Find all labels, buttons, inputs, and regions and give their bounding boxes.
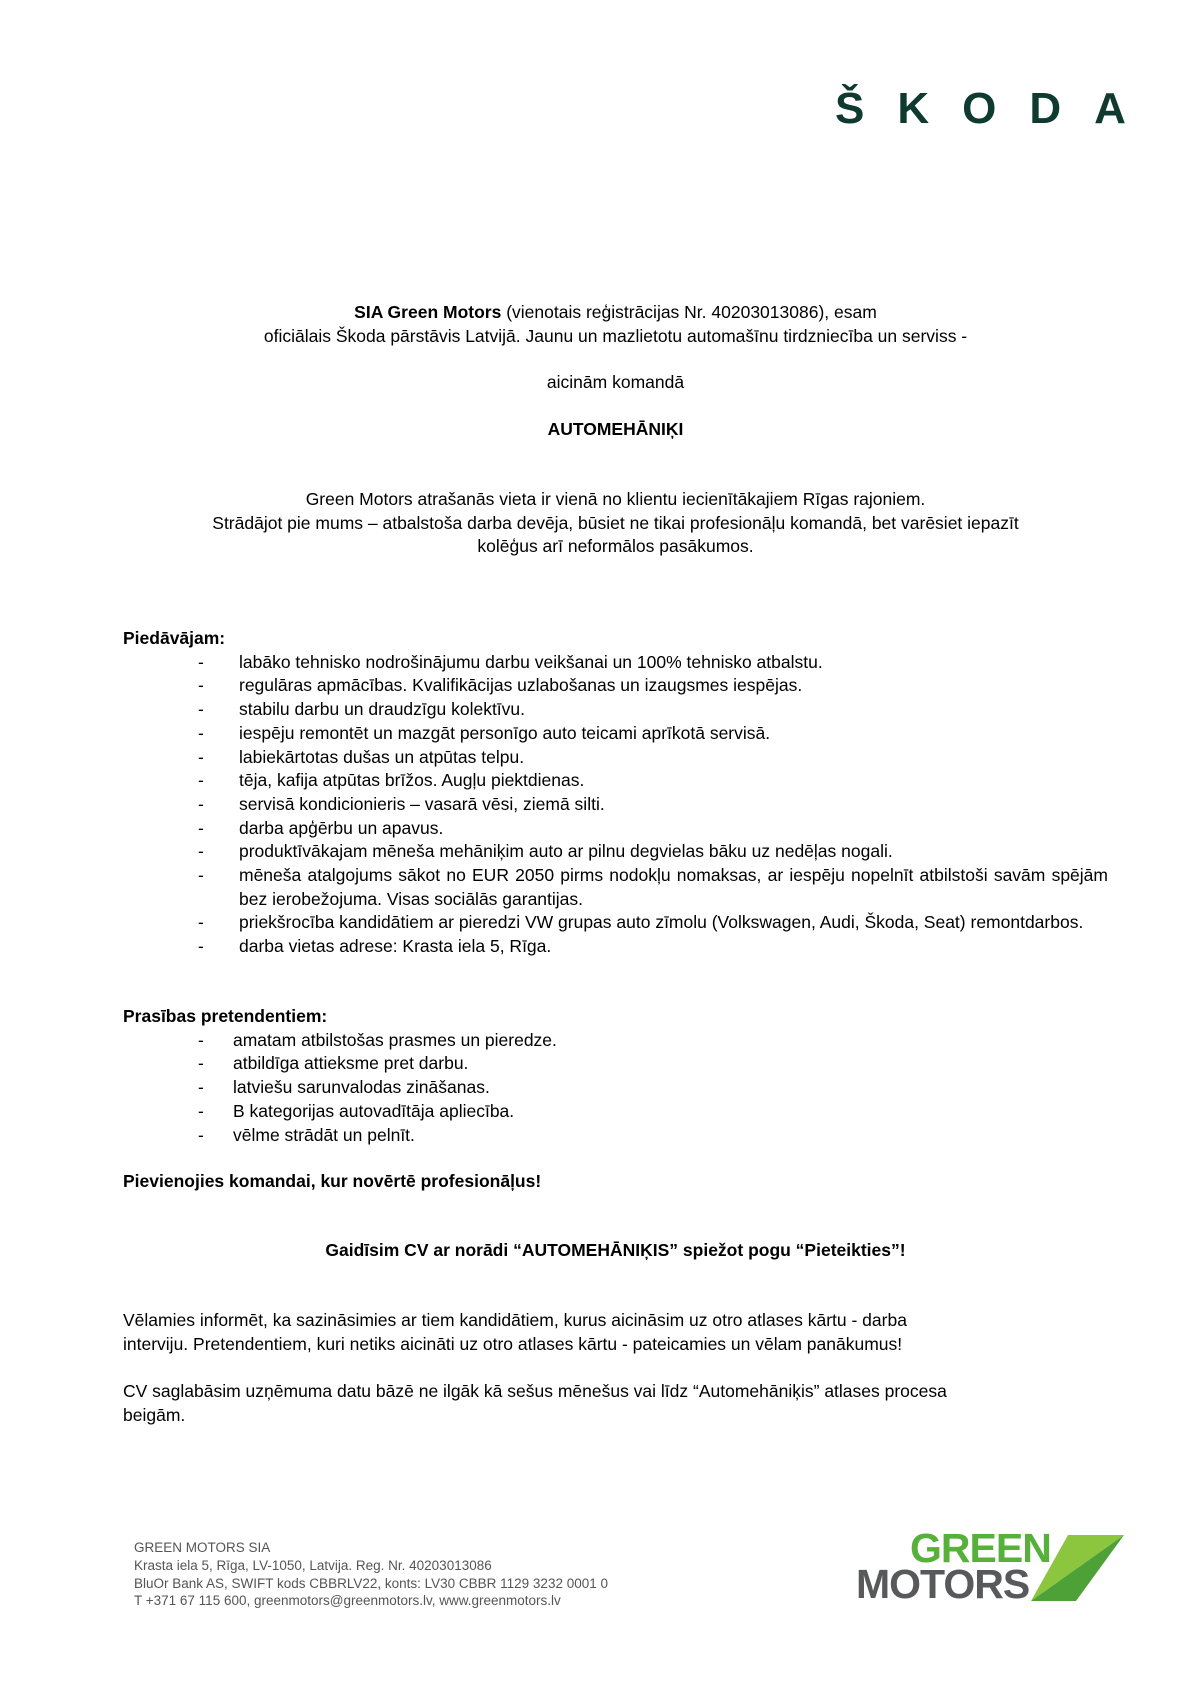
list-item-text: iespēju remontēt un mazgāt personīgo auto teicami aprīkotā servisā. [239, 722, 771, 743]
list-item-text: produktīvākajam mēneša mehāniķim auto ar pilnu degvielas bāku uz nedēļas nogali. [239, 841, 893, 862]
company-name: SIA Green Motors [354, 302, 502, 322]
footer-contacts: T +371 67 115 600, greenmotors@greenmotors.lv, www.greenmotors.lv [134, 1593, 561, 1609]
list-item [123, 1100, 1108, 1124]
list-bullet: - [198, 699, 204, 720]
position-title-text: AUTOMEHĀNIĶI [547, 419, 684, 439]
offer-heading: Piedāvājam: [123, 628, 226, 648]
list-bullet: - [198, 722, 204, 743]
join-line: Pievienojies komandai, kur novērtē profesionāļus! [123, 1171, 542, 1191]
intro [123, 301, 1108, 348]
list-item [123, 911, 1108, 935]
footer-company: GREEN MOTORS SIA [134, 1540, 271, 1555]
list-bullet: - [198, 1029, 204, 1050]
notice-paragraph-1 [123, 1309, 1108, 1356]
list-item [123, 698, 1108, 722]
green-motors-logo-mark-icon [1028, 1530, 1128, 1605]
footer-bank: BluOr Bank AS, SWIFT kods CBBRLV22, konts: LV30 CBBR 1129 3232 0001 0 [134, 1575, 609, 1591]
list-item [123, 746, 1108, 770]
list-item-text: amatam atbilstošas prasmes un pieredze. [233, 1029, 557, 1050]
list-item-text: labāko tehnisko nodrošinājumu darbu veikšanai un 100% tehnisko atbalstu. [239, 651, 823, 672]
list-bullet: - [198, 1124, 204, 1145]
list-item-text: mēneša atalgojums sākot no EUR 2050 pirms nodokļu nomaksas, ar iespēju nopelnīt atbilstoši savām spējām bez ierobežojuma. Visas sociālās garantijas. [239, 865, 1108, 909]
notice-line: CV saglabāsim uzņēmuma datu bāzē ne ilgāk kā sešus mēnešus vai līdz “Automehāniķis” atlases procesa [123, 1381, 947, 1401]
list-bullet: - [198, 1100, 204, 1121]
list-item-text: stabilu darbu un draudzīgu kolektīvu. [239, 699, 526, 720]
list-item-text: B kategorijas autovadītāja apliecība. [233, 1100, 515, 1121]
list-item [123, 935, 1108, 959]
footer-contact-block [134, 1539, 608, 1610]
apply-line: Gaidīsim CV ar norādi “AUTOMEHĀNIĶIS” spiežot pogu “Pieteikties”! [325, 1240, 906, 1260]
list-item-text: servisā kondicionieris – vasarā vēsi, ziemā silti. [239, 793, 605, 814]
list-item [123, 722, 1108, 746]
green-motors-logo-word-green: GREEN [910, 1525, 1051, 1571]
list-bullet: - [198, 1053, 204, 1074]
skoda-logo: ŠKODA [835, 84, 1159, 133]
footer-address: Krasta iela 5, Rīga, LV-1050, Latvija. Reg. Nr. 40203013086 [134, 1557, 492, 1573]
list-item [123, 1052, 1108, 1076]
list-item [123, 769, 1108, 793]
list-item [123, 793, 1108, 817]
list-item [123, 1029, 1108, 1053]
list-bullet: - [198, 770, 204, 791]
list-item-text: tēja, kafija atpūtas brīžos. Augļu piektdienas. [239, 770, 585, 791]
invite-text [123, 371, 1108, 395]
intro-line-1-rest: (vienotais reģistrācijas Nr. 40203013086), esam [501, 302, 877, 322]
apply-instruction [123, 1239, 1108, 1263]
list-bullet: - [198, 865, 204, 886]
list-item-text: priekšrocība kandidātiem ar pieredzi VW grupas auto zīmolu (Volkswagen, Audi, Škoda, Seat) remontdarbos. [239, 912, 1084, 933]
list-item-text: darba vietas adrese: Krasta iela 5, Rīga. [239, 936, 552, 957]
list-bullet: - [198, 746, 204, 767]
notice-line: interviju. Pretendentiem, kuri netiks aicināti uz otro atlases kārtu - pateicamies un vēlam panākumus! [123, 1333, 903, 1354]
about-line: Strādājot pie mums – atbalstoša darba devēja, būsiet ne tikai profesionāļu komandā, bet varēsiet iepazīt [212, 512, 1019, 533]
list-item [123, 674, 1108, 698]
list-bullet: - [198, 817, 204, 838]
list-item [123, 1076, 1108, 1100]
join-text [123, 1170, 1108, 1194]
requirements-heading: Prasības pretendentiem: [123, 1006, 328, 1026]
list-item [123, 1124, 1108, 1148]
list-item [123, 817, 1108, 841]
notice-line: Vēlamies informēt, ka sazināsimies ar tiem kandidātiem, kurus aicināsim uz otro atlases kārtu - darba [123, 1310, 907, 1330]
offer-section [123, 627, 1108, 959]
list-item [123, 864, 1108, 911]
list-bullet: - [198, 793, 204, 814]
list-bullet: - [198, 675, 204, 696]
list-bullet: - [198, 841, 204, 862]
list-bullet: - [198, 1077, 204, 1098]
green-motors-logo-word-motors: MOTORS [856, 1561, 1030, 1607]
about-line: Green Motors atrašanās vieta ir vienā no klientu iecienītākajiem Rīgas rajoniem. [305, 489, 926, 509]
position-title [123, 418, 1108, 442]
intro-line-2: oficiālais Škoda pārstāvis Latvijā. Jaunu un mazlietotu automašīnu tirdzniecība un serviss - [263, 325, 968, 346]
list-bullet: - [198, 936, 204, 957]
invite-line: aicinām komandā [546, 372, 685, 392]
list-bullet: - [198, 912, 204, 933]
notice-line: beigām. [123, 1404, 186, 1425]
list-item-text: atbildīga attieksme pret darbu. [233, 1053, 469, 1074]
list-item-text: labiekārtotas dušas un atpūtas telpu. [239, 746, 525, 767]
list-item [123, 840, 1108, 864]
list-item-text: latviešu sarunvalodas zināšanas. [233, 1077, 490, 1098]
list-item-text: vēlme strādāt un pelnīt. [233, 1124, 415, 1145]
about-line: kolēģus arī neformālos pasākumos. [477, 536, 754, 557]
list-item [123, 651, 1108, 675]
notice-paragraph-2 [123, 1380, 1108, 1427]
about-paragraph [123, 488, 1108, 559]
intro-line-1 [123, 301, 1108, 325]
requirements-section [123, 1005, 1108, 1147]
list-item-text: regulāras apmācības. Kvalifikācijas uzlabošanas un izaugsmes iespējas. [239, 675, 803, 696]
list-item-text: darba apģērbu un apavus. [239, 817, 444, 838]
list-bullet: - [198, 651, 204, 672]
